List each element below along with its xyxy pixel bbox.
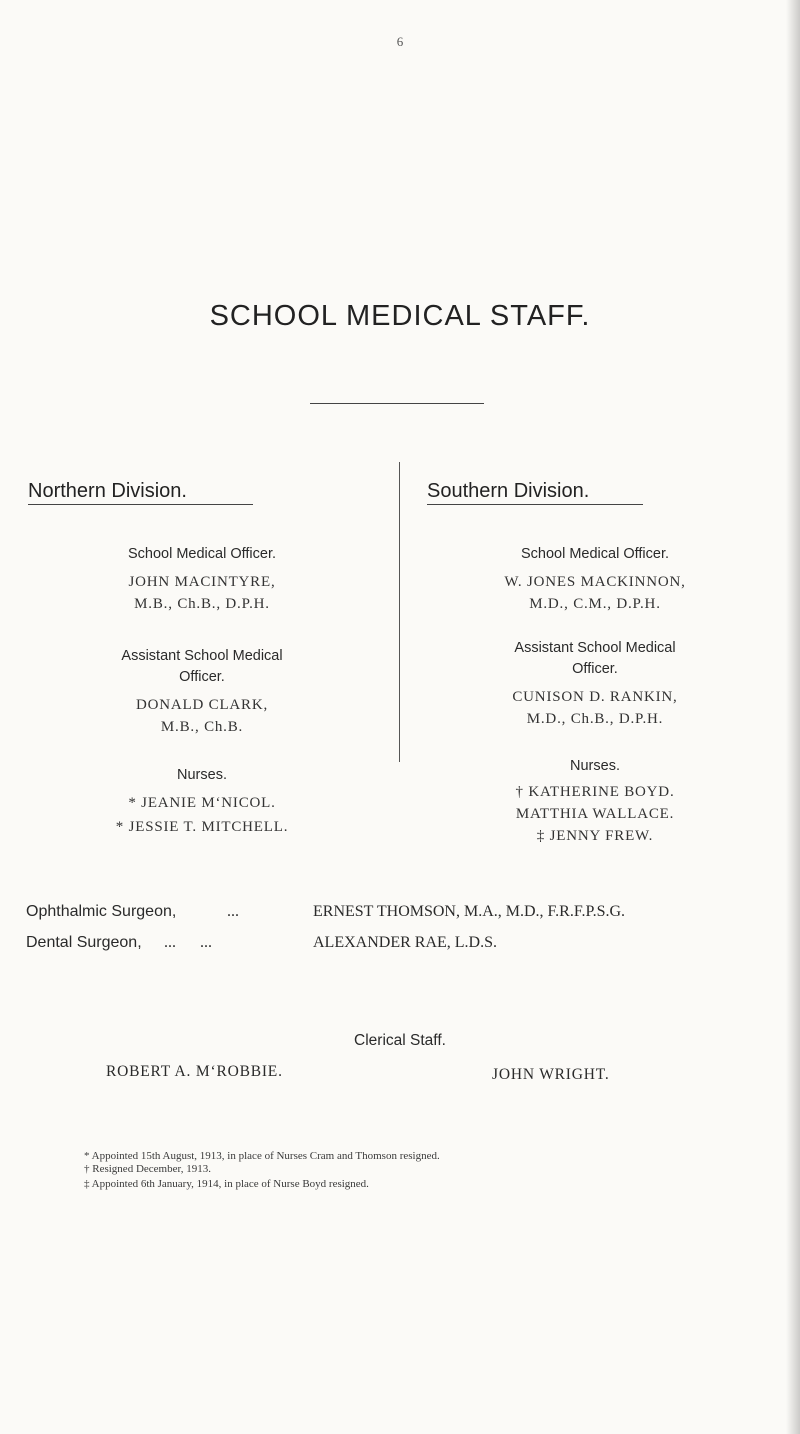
page-number: 6: [396, 34, 404, 49]
clerical-name-2: JOHN WRIGHT.: [492, 1066, 610, 1083]
footnote-3: ‡ Appointed 6th January, 1914, in place of Nurse Boyd resigned.: [84, 1178, 369, 1190]
northern-nurses: [22, 765, 382, 838]
northern-heading: Northern Division.: [28, 480, 253, 505]
northern-nurse-1: * JEANIE M‘NICOL.: [128, 795, 276, 811]
ophthalmic-label: Ophthalmic Surgeon,: [26, 903, 177, 920]
footnote-1: * Appointed 15th August, 1913, in place of Nurses Cram and Thomson resigned.: [84, 1150, 440, 1162]
clerical-name-1: ROBERT A. M‘ROBBIE.: [106, 1063, 283, 1080]
northern-smo-quals: M.B., Ch.B., D.P.H.: [134, 596, 270, 612]
northern-division: [22, 480, 382, 835]
ophthalmic-name: ERNEST THOMSON, M.A., M.D., F.R.F.P.S.G.: [313, 903, 626, 920]
ophthalmic-dots: ...: [227, 903, 239, 920]
northern-smo-label: School Medical Officer.: [127, 546, 277, 562]
page-edge-shadow: [786, 0, 800, 1434]
southern-smo-quals: M.D., C.M., D.P.H.: [529, 596, 661, 612]
dental-name: ALEXANDER RAE, L.D.S.: [313, 934, 497, 951]
northern-nurse-2: * JESSIE T. MITCHELL.: [115, 819, 289, 835]
southern-heading: Southern Division.: [427, 480, 643, 505]
southern-asmo-label-1: Assistant School Medical: [514, 640, 676, 656]
page-title: SCHOOL MEDICAL STAFF.: [209, 300, 591, 332]
footnote-2: † Resigned December, 1913.: [84, 1163, 211, 1175]
southern-asmo-quals: M.D., Ch.B., D.P.H.: [526, 711, 664, 727]
southern-division: [405, 480, 785, 844]
southern-asmo-name: CUNISON D. RANKIN,: [512, 689, 678, 705]
southern-nurse-2: MATTHIA WALLACE.: [515, 806, 675, 822]
northern-asmo-name: DONALD CLARK,: [135, 697, 269, 713]
northern-asmo-label-2: Officer.: [179, 669, 225, 685]
northern-smo: [22, 544, 382, 615]
southern-asmo-label-2: Officer.: [572, 661, 618, 677]
northern-asmo: [22, 646, 382, 738]
southern-asmo: [405, 638, 785, 730]
dental-row: [26, 934, 142, 952]
northern-nurses-label: Nurses.: [177, 767, 227, 783]
dental-dots: ... ...: [164, 934, 212, 951]
southern-smo-name: W. JONES MACKINNON,: [504, 574, 686, 590]
southern-smo: [405, 544, 785, 615]
dental-label: Dental Surgeon,: [26, 934, 142, 951]
clerical-heading: Clerical Staff.: [354, 1032, 446, 1049]
southern-nurses: [405, 756, 785, 847]
northern-smo-name: JOHN MACINTYRE,: [128, 574, 276, 590]
title-divider: [310, 403, 484, 404]
column-divider: [399, 462, 400, 762]
northern-asmo-quals: M.B., Ch.B.: [160, 719, 244, 735]
southern-smo-label: School Medical Officer.: [520, 546, 670, 562]
southern-nurse-1: † KATHERINE BOYD.: [515, 784, 675, 800]
southern-nurse-3: ‡ JENNY FREW.: [536, 828, 654, 844]
southern-nurses-label: Nurses.: [570, 758, 620, 774]
northern-asmo-label-1: Assistant School Medical: [121, 648, 283, 664]
ophthalmic-row: [26, 903, 176, 921]
